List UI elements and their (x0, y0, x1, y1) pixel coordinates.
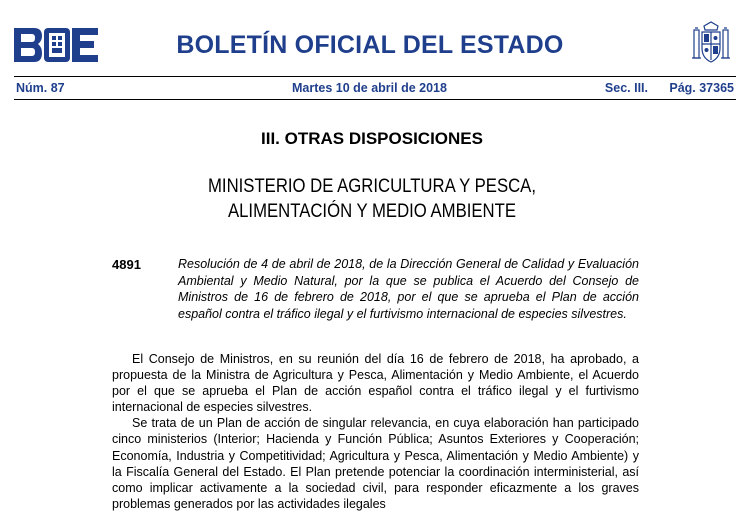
boe-logo-icon (14, 28, 98, 62)
page-number: Pág. 37365 (669, 81, 734, 95)
document-abstract: Resolución de 4 de abril de 2018, de la Dirección General de Calidad y Evaluación Ambiental y Medio Natural, por la que se publica el Acuerdo del Consejo de Ministros de 16 de febrero de 2018, por el que se aprueba el Plan de acción español contra el tráfico ilegal y el furtivismo internacional de especies silvestres. (178, 257, 639, 321)
header-meta-bar (14, 76, 736, 100)
coat-of-arms-icon (690, 20, 732, 66)
document-number: 4891 (112, 257, 141, 272)
section-label: Sec. III. (604, 81, 648, 95)
page-title: BOLETÍN OFICIAL DEL ESTADO (176, 31, 564, 59)
document-body (112, 351, 639, 512)
ministry-line-2: ALIMENTACIÓN Y MEDIO AMBIENTE (227, 201, 517, 222)
body-paragraph: El Consejo de Ministros, en su reunión del día 16 de febrero de 2018, ha aprobado, a propuesta de la Ministra de Agricultura y Pesca, Alimentación y Medio Ambiente, el Acuerdo por el que se aprueba el Plan de acción español contra el tráfico ilegal y el furtivismo internacional de especies silvestres. (112, 352, 639, 415)
body-paragraph: Se trata de un Plan de acción de singular relevancia, en cuya elaboración han participado cinco ministerios (Interior; Hacienda y Función Pública; Asuntos Exteriores y Cooperación; Economía, Industria y Competitividad; Agricultura y Pesca, Alimentación y Medio Ambiente) y la Fiscalía General del Estado. El Plan pretende potenciar la coordinación interministerial, así como implicar activamente a la sociedad civil, para responder eficazmente a los graves problemas generados por las actividades ilegales (112, 416, 639, 511)
section-heading: III. OTRAS DISPOSICIONES (261, 129, 483, 148)
ministry-line-1: MINISTERIO DE AGRICULTURA Y PESCA, (208, 176, 536, 197)
issue-date: Martes 10 de abril de 2018 (292, 81, 447, 95)
issue-number: Núm. 87 (16, 81, 65, 95)
ministry-heading (45, 174, 700, 224)
